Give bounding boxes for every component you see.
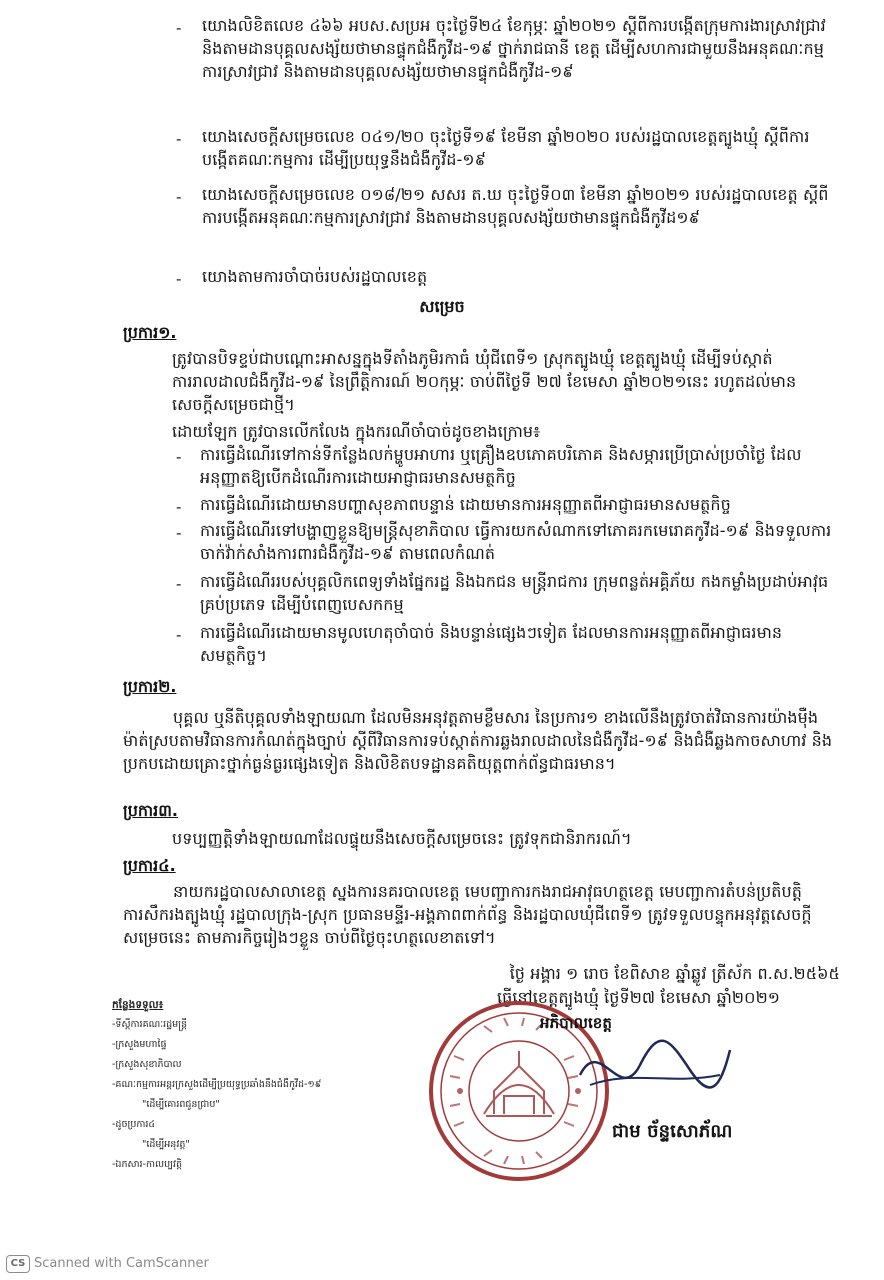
article-4-heading: ប្រការ៤.	[123, 856, 176, 875]
article-3-body: បទប្បញ្ញត្តិទាំងឡាយណាដែលផ្ទុយនឹងសេចក្តីសម្រេចនេះ ត្រូវទុកជានិរាករណ៍។	[172, 829, 632, 848]
recipient-item: -ឯកសារ-កាលប្បវត្តិ	[112, 1159, 182, 1170]
article-2-body: បុគ្គល ឬនីតិបុគ្គលទាំងឡាយណា ដែលមិនអនុវត្តតាមខ្លឹមសារ នៃប្រការ១ ខាងលើនឹងត្រូវចាត់វិធានការយ៉ាងម៉ឺងម៉ាត់ស្របតាមវិធានការកំណត់ក្នុងច្បាប់ ស្តីពីវិធានការទប់ស្កាត់ការឆ្លងរាលដាលនៃជំងឺកូវីដ-១៩ និងជំងឺឆ្លងកាចសាហាវ និងប្រកបដោយគ្រោះថ្នាក់ធ្ងន់ធ្ងរផ្សេងទៀត និងលិខិតបទដ្ឋានគតិយុត្តពាក់ព័ន្ធជាធរមាន។	[123, 708, 833, 773]
recipient-item: "ដើម្បីគោរពជូនជ្រាប"	[142, 1099, 220, 1110]
recipient-item: "ដើម្បីអនុវត្ត"	[142, 1139, 190, 1150]
camscanner-logo-icon: CS	[6, 1255, 30, 1273]
exception-item: ការធ្វើដំណើររបស់បុគ្គលិកពេទ្យទាំងផ្នែករដ្ឋ និងឯកជន មន្ត្រីរាជការ ក្រុមពន្លត់អគ្គិភ័យ កងកម្លាំងប្រដាប់អាវុធគ្រប់ប្រភេទ ដើម្បីបំពេញបេសកកម្ម	[200, 572, 829, 614]
recipient-item: -ដូចប្រការ៤	[112, 1119, 156, 1130]
recipients-title: កន្លែងទទួល៖	[112, 999, 164, 1011]
handwritten-signature	[570, 1030, 740, 1110]
signer-title: អភិបាលខេត្ត	[540, 1014, 613, 1032]
date-lunar: ថ្ងៃ អង្គារ ១ រោច ខែពិសាខ ឆ្នាំឆ្លូវ ត្រីស័ក ព.ស.២៥៦៥	[509, 964, 840, 983]
decision-title: សម្រេច	[419, 297, 465, 316]
exception-item: ការធ្វើដំណើរដោយមានបញ្ហាសុខភាពបន្ទាន់ ដោយមានការអនុញ្ញាតពីអាជ្ញាធរមានសមត្ថកិច្ច	[200, 495, 731, 514]
recipient-item: -ក្រសួងមហាផ្ទៃ	[112, 1039, 167, 1050]
article-1-heading: ប្រការ១.	[123, 323, 177, 342]
bullet-dash: -	[176, 130, 182, 148]
bullet-dash: -	[176, 19, 182, 37]
bullet-dash: -	[176, 188, 182, 206]
recipient-item: -គណៈកម្មការអន្តរក្រសួងដើម្បីប្រយុទ្ធប្រឆាំងនឹងជំងឺកូវីដ-១៩	[112, 1079, 322, 1090]
recipients-block	[112, 995, 321, 1175]
bullet-dash: -	[176, 626, 182, 644]
reference-item: យោងសេចក្តីសម្រេចលេខ ០៤១/២០ ចុះថ្ងៃទី១៩ ខែមីនា ឆ្នាំ២០២០ របស់រដ្ឋបាលខេត្តត្បូងឃ្មុំ ស្តីពីការបង្កើតគណៈកម្មការ ដើម្បីប្រយុទ្ធនឹងជំងឺកូវីដ-១៩	[202, 127, 810, 169]
recipient-item: -ក្រសួងសុខាភិបាល	[112, 1059, 182, 1070]
article-1-body: ត្រូវបានបិទខ្ទប់ជាបណ្តោះអាសន្នក្នុងទីតាំងភូមិរកាធំ ឃុំជីពេទី១ ស្រុកត្បូងឃ្មុំ ខេត្តត្បូងឃ្មុំ ដើម្បីទប់ស្កាត់ការរាលដាលជំងឺកូវីដ-១៩ នៃព្រឹត្តិការណ៍ ២០កុម្ភៈ ចាប់ពីថ្ងៃទី ២៧ ខែមេសា ឆ្នាំ២០២១នេះ រហូតដល់មានសេចក្តីសម្រេចជាថ្មី។	[172, 349, 797, 414]
article-4-body: នាយករដ្ឋបាលសាលាខេត្ត ស្នងការនគរបាលខេត្ត មេបញ្ជាការកងរាជអាវុធហត្ថខេត្ត មេបញ្ជាការតំបន់ប្រតិបត្តិការសឹករងត្បូងឃ្មុំ រដ្ឋបាលក្រុង-ស្រុក ប្រធានមន្ទីរ-អង្គភាពពាក់ព័ន្ធ និងរដ្ឋបាលឃុំជីពេទី១ ត្រូវទទួលបន្ទុកអនុវត្តសេចក្តីសម្រេចនេះ តាមភារកិច្ចរៀងៗខ្លួន ចាប់ពីថ្ងៃចុះហត្ថលេខាតទៅ។	[123, 882, 812, 947]
article-3-heading: ប្រការ៣.	[123, 801, 178, 820]
bullet-dash: -	[176, 448, 182, 466]
signer-name: ជាម ច័ន្ទសោភ័ណ	[612, 1121, 733, 1142]
scanner-label: Scanned with CamScanner	[34, 1256, 209, 1271]
reference-item: យោងសេចក្តីសម្រេចលេខ ០១៨/២១ សសរ ត.ឃ ចុះថ្ងៃទី០៣ ខែមីនា ឆ្នាំ២០២១ របស់រដ្ឋបាលខេត្ត ស្តីពីការបង្កើតអនុគណៈកម្មការស្រាវជ្រាវ និងតាមដានបុគ្គលសង្ស័យថាមានផ្ទុកជំងឺកូវីដ១៩	[202, 185, 829, 227]
bullet-dash: -	[176, 498, 182, 516]
bullet-dash: -	[176, 270, 182, 288]
article-2-heading: ប្រការ២.	[123, 677, 177, 696]
exception-item: ការធ្វើដំណើរដោយមានមូលហេតុចាំបាច់ និងបន្ទាន់ផ្សេងៗទៀត ដែលមានការអនុញ្ញាតពីអាជ្ញាធរមានសមត្ថកិច្ច។	[200, 623, 783, 665]
recipient-item: -ទីស្តីការគណៈរដ្ឋមន្ត្រី	[112, 1019, 188, 1030]
date-solar: ធ្វើនៅខេត្តត្បូងឃ្មុំ ថ្ងៃទី២៧ ខែមេសា ឆ្នាំ២០២១	[496, 988, 780, 1007]
exception-item: ការធ្វើដំណើរទៅកាន់ទីកន្លែងលក់ម្ហូបអាហារ ឬគ្រឿងឧបភោគបរិភោគ និងសម្ភារប្រើប្រាស់ប្រចាំថ្ងៃ ដែលអនុញ្ញាតឱ្យបើកដំណើរការដោយអាជ្ញាធរមានសមត្ថកិច្ច	[200, 445, 802, 487]
reference-item: យោងតាមការចាំបាច់របស់រដ្ឋបាលខេត្ត	[202, 267, 428, 286]
bullet-dash: -	[176, 524, 182, 542]
reference-item: យោងលិខិតលេខ ៤៦៦ អបស.សប្រអ ចុះថ្ងៃទី២៤ ខែកុម្ភៈ ឆ្នាំ២០២១ ស្តីពីការបង្កើតក្រុមការងារស្រាវជ្រាវ និងតាមដានបុគ្គលសង្ស័យថាមានផ្ទុកជំងឺកូវីដ-១៩ ថ្នាក់រាជធានី ខេត្ត ដើម្បីសហការជាមួយនឹងអនុគណៈកម្មការស្រាវជ្រាវ និងតាមដានបុគ្គលសង្ស័យថាមានផ្ទុកជំងឺកូវីដ-១៩	[202, 16, 826, 81]
article-1-exception-intro: ដោយឡែក ត្រូវបានលើកលែង ក្នុងករណីចាំបាច់ដូចខាងក្រោម៖	[172, 422, 541, 441]
bullet-dash: -	[176, 575, 182, 593]
exception-item: ការធ្វើដំណើរទៅបង្ហាញខ្លួនឱ្យមន្ត្រីសុខាភិបាល ធ្វើការយកសំណាកទៅភោគរកមេរោគកូវីដ-១៩ និងទទួលការចាក់វ៉ាក់សាំងការពារជំងឺកូវីដ-១៩ តាមពេលកំណត់	[200, 521, 832, 563]
